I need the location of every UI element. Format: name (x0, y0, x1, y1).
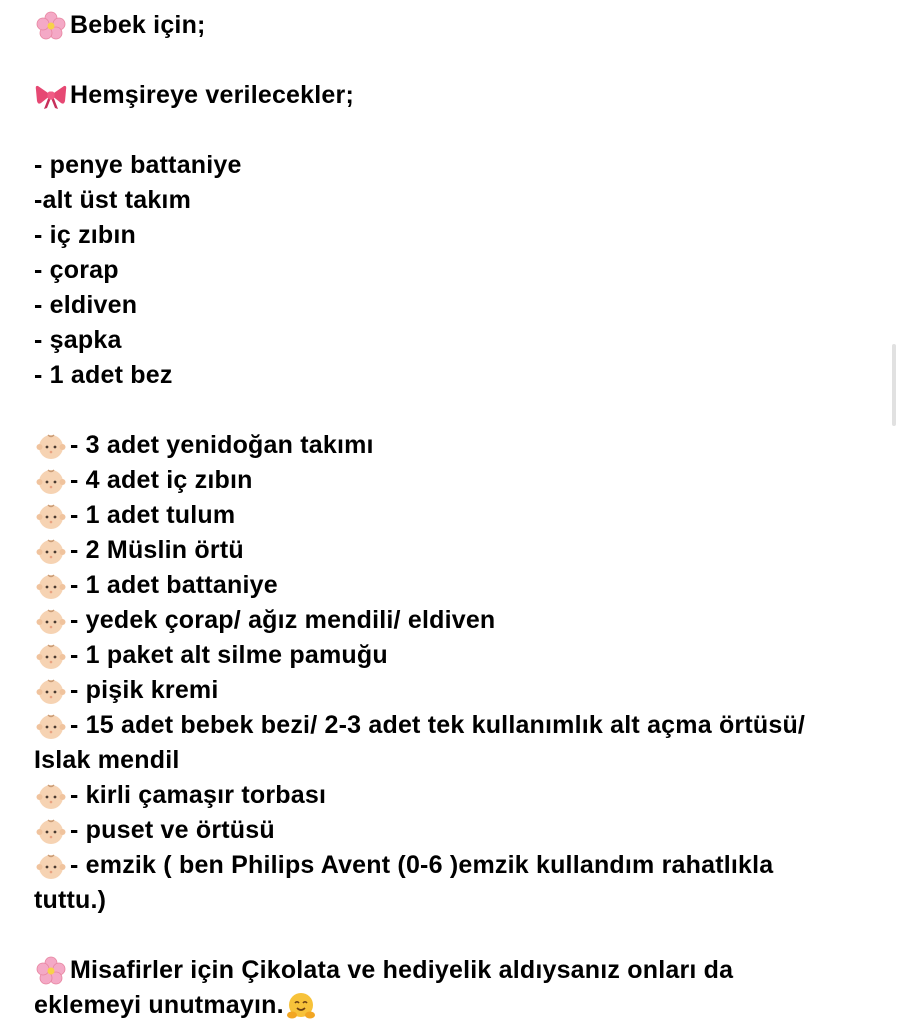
baby-item: - pişik kremi (34, 673, 884, 708)
nurse-item: - şapka (34, 326, 122, 354)
baby-face-icon (34, 709, 68, 743)
baby-face-icon (34, 779, 68, 813)
vertical-scrollbar[interactable] (892, 344, 896, 426)
baby-item: - kirli çamaşır torbası (34, 778, 884, 813)
baby-item: - 2 Müslin örtü (34, 533, 884, 568)
baby-face-icon (34, 534, 68, 568)
footer-line (34, 953, 884, 988)
baby-face-icon (34, 464, 68, 498)
baby-item: - 3 adet yenidoğan takımı (34, 428, 884, 463)
cherry-blossom-icon (34, 954, 68, 988)
nurse-item: - çorap (34, 256, 119, 284)
note-content (34, 8, 884, 1023)
baby-item-continuation: tuttu.) (34, 886, 107, 914)
hugging-face-icon (284, 989, 318, 1023)
nurse-item: - 1 adet bez (34, 361, 173, 389)
baby-face-icon (34, 569, 68, 603)
nurse-item: -alt üst takım (34, 186, 191, 214)
baby-item: - yedek çorap/ ağız mendili/ eldiven (34, 603, 884, 638)
baby-face-icon (34, 814, 68, 848)
footer-line (34, 988, 884, 1023)
baby-item-continuation: Islak mendil (34, 746, 180, 774)
note-title (34, 8, 884, 43)
section-title-text: Hemşireye verilecekler; (70, 81, 354, 109)
baby-face-icon (34, 604, 68, 638)
baby-item: - 15 adet bebek bezi/ 2-3 adet tek kullanımlık alt açma örtüsü/ (34, 708, 884, 743)
baby-item: - 4 adet iç zıbın (34, 463, 884, 498)
nurse-item: - eldiven (34, 291, 138, 319)
baby-item: - puset ve örtüsü (34, 813, 884, 848)
cherry-blossom-icon (34, 9, 68, 43)
nurse-item: - iç zıbın (34, 221, 136, 249)
nurse-section-title (34, 78, 884, 113)
nurse-item: - penye battaniye (34, 151, 242, 179)
footer-text-2: eklemeyi unutmayın. (34, 991, 284, 1019)
baby-item: - emzik ( ben Philips Avent (0-6 )emzik kullandım rahatlıkla (34, 848, 884, 883)
baby-face-icon (34, 499, 68, 533)
baby-face-icon (34, 674, 68, 708)
baby-face-icon (34, 429, 68, 463)
ribbon-bow-icon (34, 79, 68, 113)
baby-face-icon (34, 639, 68, 673)
baby-item: - 1 adet battaniye (34, 568, 884, 603)
footer-text-1: Misafirler için Çikolata ve hediyelik aldıysanız onları da (70, 956, 734, 984)
title-text: Bebek için; (70, 11, 206, 39)
baby-face-icon (34, 849, 68, 883)
baby-item: - 1 paket alt silme pamuğu (34, 638, 884, 673)
baby-item: - 1 adet tulum (34, 498, 884, 533)
